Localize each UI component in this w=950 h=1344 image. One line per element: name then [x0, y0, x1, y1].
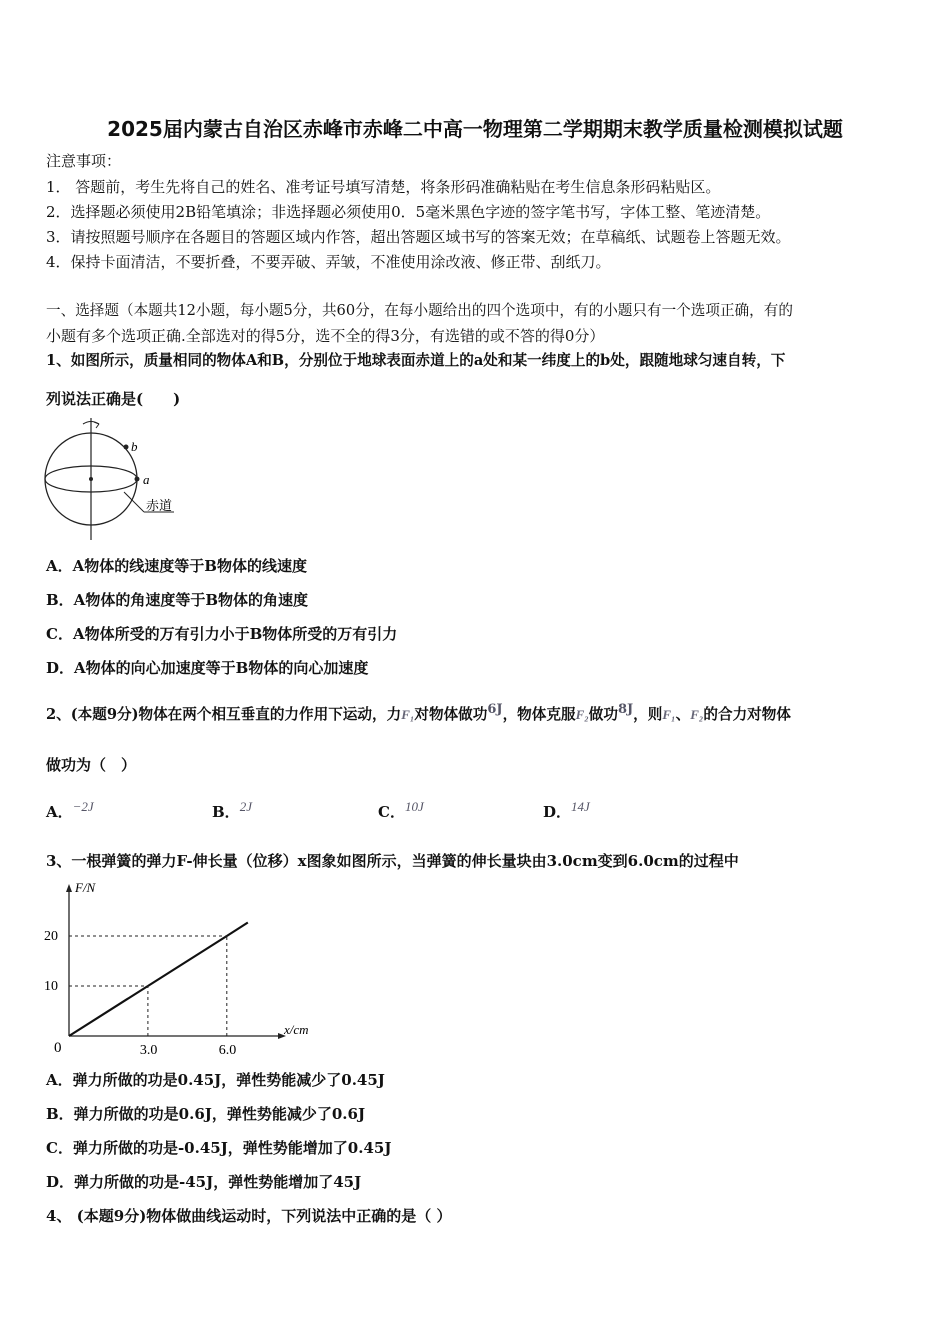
- q2-stem-line2: 做功为（ ）: [46, 756, 137, 774]
- option-value: 10J: [404, 799, 424, 814]
- x-axis-label: x/cm: [284, 1022, 309, 1037]
- y-tick-label: 20: [44, 929, 58, 944]
- force-line: [69, 923, 248, 1037]
- notice-item: 1． 答题前，考生先将自己的姓名、准考证号填写清楚，将条形码准确粘贴在考生信息条形码粘贴区。: [46, 178, 721, 196]
- q1-option-c: C．A物体所受的万有引力小于B物体所受的万有引力: [46, 625, 398, 643]
- option-value: 2J: [239, 799, 252, 814]
- notice-item: 4．保持卡面清洁，不要折叠，不要弄破、弄皱，不准使用涂改液、修正带、刮纸刀。: [46, 253, 611, 271]
- notice-item: 2．选择题必须使用2B铅笔填涂；非选择题必须使用0．5毫米黑色字迹的签字笔书写，字体工整、笔迹清楚。: [46, 203, 771, 221]
- q3-stem: 3、一根弹簧的弹力F-伸长量（位移）x图象如图所示，当弹簧的伸长量块由3.0cm变到6.0cm的过程中: [46, 852, 739, 870]
- formula-f2: F₂: [575, 707, 589, 722]
- formula-work1: 6J: [487, 702, 503, 717]
- q2-option-b: [212, 801, 252, 822]
- page-title: 2025届内蒙古自治区赤峰市赤峰二中高一物理第二学期期末教学质量检测模拟试题: [107, 117, 843, 141]
- formula-f1b: F₁: [662, 707, 676, 722]
- section-intro-line2: 小题有多个选项正确.全部选对的得5分，选不全的得3分，有选错的或不答的得0分）: [46, 327, 605, 345]
- q4-stem: 4、 (本题9分)物体做曲线运动时，下列说法中正确的是（ ）: [46, 1207, 452, 1225]
- y-axis-label: F/N: [75, 880, 96, 895]
- origin-label: 0: [54, 1040, 62, 1056]
- q1-option-b: B．A物体的角速度等于B物体的角速度: [46, 591, 308, 609]
- option-letter: C．: [378, 803, 405, 821]
- q2-option-d: [543, 801, 590, 822]
- label-equator: 赤道: [146, 498, 173, 513]
- x-tick-label: 3.0: [139, 1043, 158, 1058]
- notice-item: 3．请按照题号顺序在各题目的答题区域内作答，超出答题区域书写的答案无效；在草稿纸、试题卷上答题无效。: [46, 228, 791, 246]
- label-b: b: [131, 439, 138, 454]
- q1-stem-line1: 1、如图所示，质量相同的物体A和B，分别位于地球表面赤道上的a处和某一纬度上的b处，跟随地球匀速自转，下: [46, 352, 786, 369]
- q2-text: 的合力对物体: [703, 706, 791, 723]
- q3-option-d: D．弹力所做的功是-45J，弹性势能增加了45J: [46, 1173, 362, 1191]
- q3-option-b: B．弹力所做的功是0.6J，弹性势能减少了0.6J: [46, 1105, 366, 1123]
- q2-text: ，则: [633, 706, 663, 723]
- section-intro-line1: 一、选择题（本题共12小题，每小题5分，共60分，在每小题给出的四个选项中，有的小题只有一个选项正确，有的: [46, 302, 793, 319]
- option-value: 14J: [571, 799, 590, 814]
- q2-option-a: [46, 801, 94, 822]
- formula-f2b: F₂: [690, 707, 704, 722]
- point-a: [135, 477, 140, 482]
- q2-stem-line1: [46, 702, 791, 726]
- q2-text: 做功: [588, 706, 618, 723]
- q2-text: 对物体做功: [414, 706, 488, 723]
- force-extension-chart: [40, 878, 330, 1062]
- q3-option-a: A．弹力所做的功是0.45J，弹性势能减少了0.45J: [46, 1071, 385, 1089]
- formula-work2: 8J: [617, 702, 634, 717]
- earth-figure: [40, 416, 190, 544]
- notice-heading: 注意事项：: [46, 152, 122, 170]
- y-tick-label: 10: [44, 979, 58, 994]
- q1-stem-line2: 列说法正确是( ): [46, 390, 181, 408]
- q1-option-d: D．A物体的向心加速度等于B物体的向心加速度: [46, 659, 369, 677]
- option-letter: A．: [46, 803, 73, 821]
- option-letter: D．: [543, 803, 572, 821]
- label-a: a: [143, 472, 150, 487]
- q2-text: 、: [675, 706, 691, 723]
- q3-option-c: C．弹力所做的功是-0.45J，弹性势能增加了0.45J: [46, 1139, 392, 1157]
- q2-option-c: [378, 801, 424, 822]
- option-letter: B．: [212, 803, 240, 821]
- x-tick-label: 6.0: [218, 1043, 237, 1058]
- y-axis-arrowhead: [66, 884, 72, 892]
- q1-option-a: A．A物体的线速度等于B物体的线速度: [46, 557, 307, 575]
- rotation-arrowhead: [94, 422, 99, 428]
- option-value: −2J: [72, 799, 94, 814]
- center-dot: [89, 477, 93, 481]
- formula-f1: F₁: [401, 707, 415, 722]
- point-b: [124, 445, 129, 450]
- q2-text: ，物体克服: [502, 706, 576, 723]
- q2-text: 2、(本题9分)物体在两个相互垂直的力作用下运动，力: [46, 706, 402, 723]
